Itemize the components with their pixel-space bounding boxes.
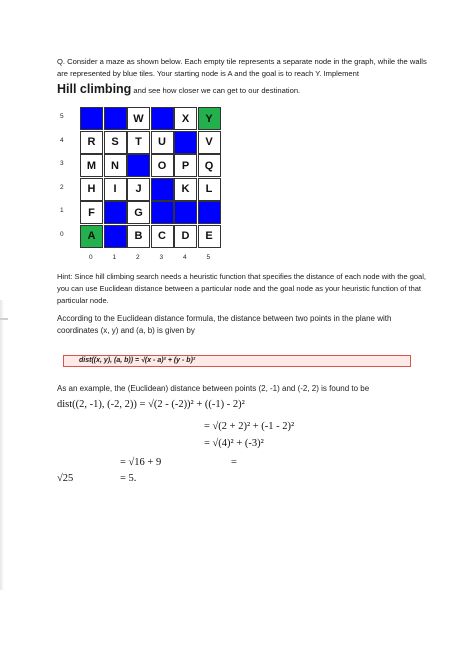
maze-row-label: 2: [60, 183, 64, 191]
hill-climbing-tail: and see how closer we can get to our destination.: [131, 86, 301, 95]
maze-cell-b: B: [127, 225, 150, 248]
maze-row-label: 4: [60, 136, 64, 144]
distance-paragraph: According to the Euclidean distance formula, the distance between two points in the plane with coordinates (x, y) and (a, b) is given by: [57, 314, 392, 336]
maze-row-label: 5: [60, 113, 64, 120]
math-line-5b: = 5.: [120, 473, 137, 484]
maze-cell-x: X: [174, 107, 197, 130]
distance-formula-box: dist((x, y), (a, b)) = √(x - a)² + (y - b)²: [63, 355, 411, 367]
maze-col-label: 2: [136, 254, 140, 261]
math-line-3: = √(4)² + (-3)²: [204, 438, 264, 449]
maze-cell-wall: [151, 107, 174, 130]
maze-col-label: 3: [159, 254, 164, 261]
maze-col-label: 0: [89, 254, 93, 261]
page-edge-tick: [0, 318, 8, 320]
maze-cell-f: F: [80, 201, 103, 224]
maze-cell-t: T: [127, 131, 150, 154]
maze-cell-c: C: [151, 225, 174, 248]
maze-cell-g: G: [127, 201, 150, 224]
maze-cell-l: L: [198, 178, 221, 201]
maze-cell-wall: [174, 131, 197, 154]
maze-cell-wall: [151, 178, 174, 201]
maze-col-label: 1: [112, 254, 117, 261]
maze-cell-wall: [104, 225, 127, 248]
example-intro: As an example, the (Euclidean) distance between points (2, -1) and (-2, 2) is found to be: [57, 384, 370, 393]
math-line-1: dist((2, -1), (-2, 2)) = √(2 - (-2))² + ((-1) - 2)²: [57, 399, 245, 410]
math-line-2: = √(2 + 2)² + (-1 - 2)²: [204, 421, 295, 432]
maze-row-label: 3: [60, 160, 64, 167]
maze-cell-q: Q: [198, 154, 221, 177]
hint-text: Hint: Since hill climbing search needs a heuristic function that specifies the distance of each node with the goal, you can use Euclidean distance between a particular node and the goal node as your heuristic function of that particular node.: [57, 272, 426, 306]
maze-cell-wall: [127, 154, 150, 177]
maze-cell-i: I: [104, 178, 127, 201]
maze-cell-d: D: [174, 225, 197, 248]
math-line-4b: =: [231, 457, 237, 468]
question-text: Q. Consider a maze as shown below. Each empty tile represents a separate node in the graph, while the walls are represented by blue tiles. Your starting node is A and the goal is to reach Y. Implement: [57, 57, 427, 79]
math-line-5a: √25: [57, 473, 74, 484]
maze-cell-m: M: [80, 154, 103, 177]
maze-cell-r: R: [80, 131, 103, 154]
maze-cell-j: J: [127, 178, 150, 201]
maze-row-label: 0: [60, 230, 64, 238]
maze-cell-wall: [104, 201, 127, 224]
maze-cell-k: K: [174, 178, 197, 201]
maze-cell-e: E: [198, 225, 221, 248]
maze-row-label: 1: [60, 207, 64, 214]
maze-cell-v: V: [198, 131, 221, 154]
maze-cell-y: Y: [198, 107, 221, 130]
maze-cell-h: H: [80, 178, 103, 201]
maze-cell-u: U: [151, 131, 174, 154]
math-line-4a: = √16 + 9: [120, 457, 162, 468]
maze-cell-p: P: [174, 154, 197, 177]
hill-climbing-heading: Hill climbing: [57, 82, 132, 96]
maze-cell-wall: [104, 107, 127, 130]
maze-cell-w: W: [127, 107, 150, 130]
maze-cell-a: A: [80, 225, 103, 248]
maze-cell-wall: [198, 201, 221, 224]
maze-cell-o: O: [151, 154, 174, 177]
maze-cell-wall: [151, 201, 174, 224]
maze-col-label: 4: [183, 254, 187, 261]
maze-cell-n: N: [104, 154, 127, 177]
maze-cell-s: S: [104, 131, 127, 154]
maze-col-label: 5: [206, 254, 211, 261]
page-edge-shadow: [0, 300, 4, 590]
maze-cell-wall: [174, 201, 197, 224]
maze-cell-wall: [80, 107, 103, 130]
hill-climbing-line: [57, 80, 300, 98]
